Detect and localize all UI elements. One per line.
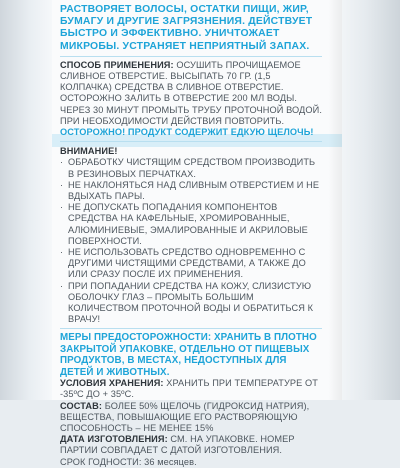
divider — [60, 328, 322, 329]
usage-label: СПОСОБ ПРИМЕНЕНИЯ: — [60, 59, 174, 70]
precautions-text: ХРАНИТЬ В ПЛОТНО ЗАКРЫТОЙ УПАКОВКЕ, ОТДЕЛЬНО ОТ ПИЩЕВЫХ ПРОДУКТОВ, В МЕСТАХ, НЕДОСТУПНЫХ ДЛЯ ДЕТЕЙ И ЖИВОТНЫХ. — [60, 332, 317, 378]
storage-label: УСЛОВИЯ ХРАНЕНИЯ: — [60, 378, 164, 389]
label-shadow — [328, 0, 342, 400]
attention-item: · НЕ НАКЛОНЯТЬСЯ НАД СЛИВНЫМ ОТВЕРСТИЕМ И НЕ ВДЫХАТЬ ПАРЫ. — [60, 179, 320, 202]
date-label: ДАТА ИЗГОТОВЛЕНИЯ: — [60, 434, 168, 445]
precautions-section — [60, 332, 322, 378]
composition-text: БОЛЕЕ 50% ЩЕЛОЧЬ (ГИДРОКСИД НАТРИЯ), ВЕЩЕСТВА, ПОВЫШАЮЩИЕ ЕГО РАСТВОРЯЮЩУЮ СПОСОБНОСТЬ – НЕ МЕНЕЕ 15% — [60, 400, 310, 433]
attention-label: ВНИМАНИЕ! — [60, 146, 118, 157]
date-section — [60, 434, 322, 456]
storage-section — [60, 378, 322, 400]
caustic-warning: ОСТОРОЖНО! ПРОДУКТ СОДЕРЖИТ ЕДКУЮ ЩЕЛОЧЬ! — [60, 127, 314, 138]
storage-text: ХРАНИТЬ ПРИ ТЕМПЕРАТУРЕ ОТ -35ºС ДО + 35ºС. — [60, 378, 318, 400]
composition-section — [60, 401, 322, 435]
usage-section — [60, 60, 322, 127]
attention-item: · НЕ ИСПОЛЬЗОВАТЬ СРЕДСТВО ОДНОВРЕМЕННО С ДРУГИМИ ЧИСТЯЩИМИ СРЕДСТВАМИ, А ТАКЖЕ ДО ИЛИ СРАЗУ ПОСЛЕ ИХ ПРИМЕНЕНИЯ. — [60, 247, 306, 280]
attention-item: · НЕ ДОПУСКАТЬ ПОПАДАНИЯ КОМПОНЕНТОВ СРЕДСТВА НА КАФЕЛЬНЫЕ, ХРОМИРОВАННЫЕ, АЛЮМИНИЕВЫЕ, ЭМАЛИРОВАННЫЕ И АКРИЛОВЫЕ ПОВЕРХНОСТИ. — [60, 202, 308, 246]
shelf-life: СРОК ГОДНОСТИ: 36 месяцев. — [60, 456, 197, 467]
divider — [60, 56, 322, 57]
attention-item: · ПРИ ПОПАДАНИИ СРЕДСТВА НА КОЖУ, СЛИЗИСТУЮ ОБОЛОЧКУ ГЛАЗ – ПРОМЫТЬ БОЛЬШИМ КОЛИЧЕСТВОМ ПРОТОЧНОЙ ВОДЫ И ОБРАТИТЬСЯ К ВРАЧУ! — [60, 280, 314, 325]
precautions-label: МЕРЫ ПРЕДОСТОРОЖНОСТИ: — [60, 332, 212, 344]
intro-text: РАСТВОРЯЕТ ВОЛОСЫ, ОСТАТКИ ПИЩИ, ЖИР, БУМАГУ И ДРУГИЕ ЗАГРЯЗНЕНИЯ. ДЕЙСТВУЕТ БЫСТРО И ЭФФЕКТИВНО. УНИЧТОЖАЕТ МИКРОБЫ. УСТРАНЯЕТ НЕПРИЯТНЫЙ ЗАПАХ. — [60, 4, 313, 52]
attention-item: · ОБРАБОТКУ ЧИСТЯЩИМ СРЕДСТВОМ ПРОИЗВОДИТЬ В РЕЗИНОВЫХ ПЕРЧАТКАХ. — [60, 157, 316, 179]
date-text: СМ. НА УПАКОВКЕ. НОМЕР ПАРТИИ СОВПАДАЕТ С ДАТОЙ ИЗГОТОВЛЕНИЯ. — [60, 434, 295, 456]
composition-label: СОСТАВ: — [60, 400, 103, 411]
divider — [60, 141, 322, 142]
label-text — [60, 4, 322, 468]
usage-text: ОСУШИТЬ ПРОЧИЩАЕМОЕ СЛИВНОЕ ОТВЕРСТИЕ. ВЫСЫПАТЬ 70 ГР. (1,5 КОЛПАЧКА) СРЕДСТВА В СЛИВНОЕ ОТВЕРСТИЕ. ОСТОРОЖНО ЗАЛИТЬ В ОТВЕРСТИЕ 200 МЛ ВОДЫ. ЧЕРЕЗ 30 МИНУТ ПРОМЫТЬ ТРУБУ ПРОТОЧНОЙ ВОДОЙ. ПРИ НЕОБХОДИМОСТИ ДЕЙСТВИЯ ПОВТОРИТЬ. — [60, 59, 322, 126]
